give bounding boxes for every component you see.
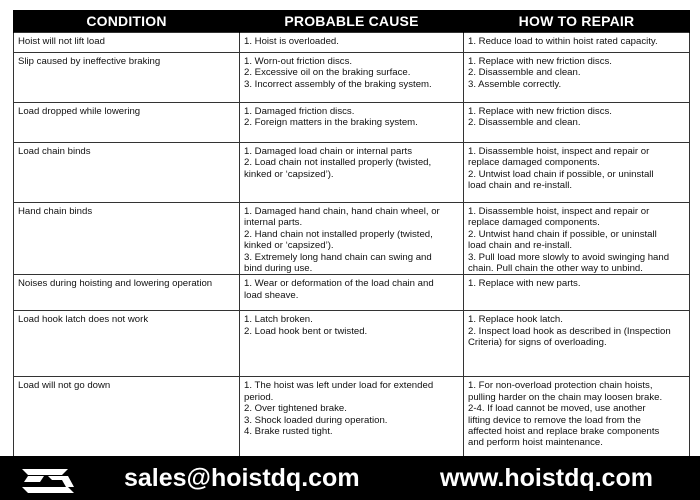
cause-text: 3. Incorrect assembly of the braking system. bbox=[244, 78, 432, 90]
repair-text: 3. Pull load more slowly to avoid swinging hand bbox=[468, 251, 670, 263]
cause-text: bind during use. bbox=[244, 263, 313, 275]
repair-text: lifting device to remove the load from the bbox=[468, 414, 641, 426]
condition-text: Load dropped while lowering bbox=[18, 106, 141, 117]
cause-cell bbox=[240, 311, 464, 377]
repair-cell bbox=[464, 33, 690, 53]
condition-text: Hand chain binds bbox=[18, 206, 93, 217]
header-probable-cause: PROBABLE CAUSE bbox=[240, 10, 464, 33]
condition-cell bbox=[14, 33, 240, 53]
cause-text: 1. Worn-out friction discs. bbox=[244, 56, 353, 67]
cause-cell bbox=[240, 143, 464, 203]
repair-text: pulling harder on the chain may loosen brake. bbox=[468, 391, 663, 403]
repair-text: and perform hoist maintenance. bbox=[468, 437, 603, 449]
cause-text: 2. Load hook bent or twisted. bbox=[244, 325, 368, 337]
table-header-row bbox=[14, 10, 690, 33]
condition-text: Hoist will not lift load bbox=[18, 36, 105, 47]
condition-cell bbox=[14, 53, 240, 103]
cause-text: kinked or ‘capsized’). bbox=[244, 240, 334, 252]
repair-cell bbox=[464, 143, 690, 203]
cause-text: 3. Extremely long hand chain can swing and bbox=[244, 251, 432, 263]
repair-text: 1. Replace with new parts. bbox=[468, 278, 581, 290]
cause-cell bbox=[240, 275, 464, 311]
condition-text: Slip caused by ineffective braking bbox=[18, 56, 161, 67]
cause-text: 2. Over tightened brake. bbox=[244, 403, 347, 415]
repair-text: 2. Untwist load chain if possible, or uninstall bbox=[468, 168, 654, 180]
cause-cell bbox=[240, 33, 464, 53]
repair-text: 3. Assemble correctly. bbox=[468, 78, 562, 90]
repair-text: load chain and re-install. bbox=[468, 240, 572, 252]
condition-text: Load chain binds bbox=[18, 146, 91, 157]
table-row bbox=[14, 311, 690, 377]
company-logo-icon bbox=[18, 461, 78, 495]
repair-cell bbox=[464, 103, 690, 143]
cause-text: 1. Damaged friction discs. bbox=[244, 106, 355, 117]
cause-cell bbox=[240, 53, 464, 103]
repair-text: Criteria) for signs of overloading. bbox=[468, 337, 607, 349]
cause-text: 1. Damaged load chain or internal parts bbox=[244, 146, 412, 157]
cause-text: internal parts. bbox=[244, 217, 303, 229]
troubleshooting-table bbox=[13, 10, 690, 461]
cause-text: load sheave. bbox=[244, 289, 299, 301]
repair-cell bbox=[464, 53, 690, 103]
cause-text: 1. The hoist was left under load for extended bbox=[244, 380, 434, 392]
header-condition: CONDITION bbox=[14, 10, 240, 33]
table-row bbox=[14, 143, 690, 203]
cause-cell bbox=[240, 377, 464, 461]
cause-text: 1. Hoist is overloaded. bbox=[244, 36, 339, 47]
repair-cell bbox=[464, 377, 690, 461]
repair-text: 2. Untwist hand chain if possible, or uninstall bbox=[468, 228, 657, 240]
repair-text: 2. Disassemble and clean. bbox=[468, 117, 581, 129]
footer-website[interactable]: www.hoistdq.com bbox=[440, 464, 653, 492]
repair-text: 1. Reduce load to within hoist rated capacity. bbox=[468, 36, 658, 47]
condition-cell bbox=[14, 311, 240, 377]
cause-text: 2. Excessive oil on the braking surface. bbox=[244, 67, 411, 79]
repair-cell bbox=[464, 311, 690, 377]
repair-text: 1. Replace hook latch. bbox=[468, 314, 563, 326]
cause-text: 4. Brake rusted tight. bbox=[244, 426, 333, 438]
cause-text: 1. Latch broken. bbox=[244, 314, 313, 326]
cause-cell bbox=[240, 203, 464, 275]
repair-cell bbox=[464, 275, 690, 311]
repair-text: load chain and re-install. bbox=[468, 180, 572, 192]
contact-footer bbox=[0, 456, 700, 500]
table-row bbox=[14, 103, 690, 143]
repair-text: replace damaged components. bbox=[468, 217, 600, 229]
table-body bbox=[14, 33, 690, 461]
condition-cell bbox=[14, 377, 240, 461]
condition-text: Noises during hoisting and lowering operation bbox=[18, 278, 213, 290]
repair-text: 2-4. If load cannot be moved, use another bbox=[468, 403, 646, 415]
cause-text: period. bbox=[244, 391, 274, 403]
condition-text: Load will not go down bbox=[18, 380, 111, 392]
table-row bbox=[14, 53, 690, 103]
cause-text: 1. Wear or deformation of the load chain and bbox=[244, 278, 434, 290]
header-how-to-repair: HOW TO REPAIR bbox=[464, 10, 690, 33]
repair-text: 1. Replace with new friction discs. bbox=[468, 106, 612, 117]
condition-cell bbox=[14, 203, 240, 275]
repair-text: chain. Pull chain the other way to unbind. bbox=[468, 263, 643, 275]
repair-text: affected hoist and replace brake components bbox=[468, 426, 660, 438]
condition-cell bbox=[14, 275, 240, 311]
repair-text: 1. For non-overload protection chain hoists, bbox=[468, 380, 653, 392]
cause-text: 2. Load chain not installed properly (twisted, bbox=[244, 157, 432, 169]
cause-text: 2. Foreign matters in the braking system. bbox=[244, 117, 418, 129]
condition-cell bbox=[14, 143, 240, 203]
table-row bbox=[14, 203, 690, 275]
table-row bbox=[14, 377, 690, 461]
cause-cell bbox=[240, 103, 464, 143]
footer-email[interactable]: sales@hoistdq.com bbox=[124, 464, 360, 492]
table-row bbox=[14, 33, 690, 53]
condition-cell bbox=[14, 103, 240, 143]
repair-text: replace damaged components. bbox=[468, 157, 600, 169]
table-row bbox=[14, 275, 690, 311]
repair-text: 1. Replace with new friction discs. bbox=[468, 56, 612, 67]
condition-text: Load hook latch does not work bbox=[18, 314, 149, 326]
repair-text: 1. Disassemble hoist, inspect and repair or bbox=[468, 206, 650, 217]
cause-text: 1. Damaged hand chain, hand chain wheel, or bbox=[244, 206, 440, 217]
cause-text: kinked or ‘capsized’). bbox=[244, 168, 334, 180]
repair-text: 2. Disassemble and clean. bbox=[468, 67, 581, 79]
cause-text: 3. Shock loaded during operation. bbox=[244, 414, 388, 426]
repair-text: 2. Inspect load hook as described in (Inspection bbox=[468, 325, 671, 337]
cause-text: 2. Hand chain not installed properly (twisted, bbox=[244, 228, 433, 240]
repair-cell bbox=[464, 203, 690, 275]
repair-text: 1. Disassemble hoist, inspect and repair or bbox=[468, 146, 650, 157]
